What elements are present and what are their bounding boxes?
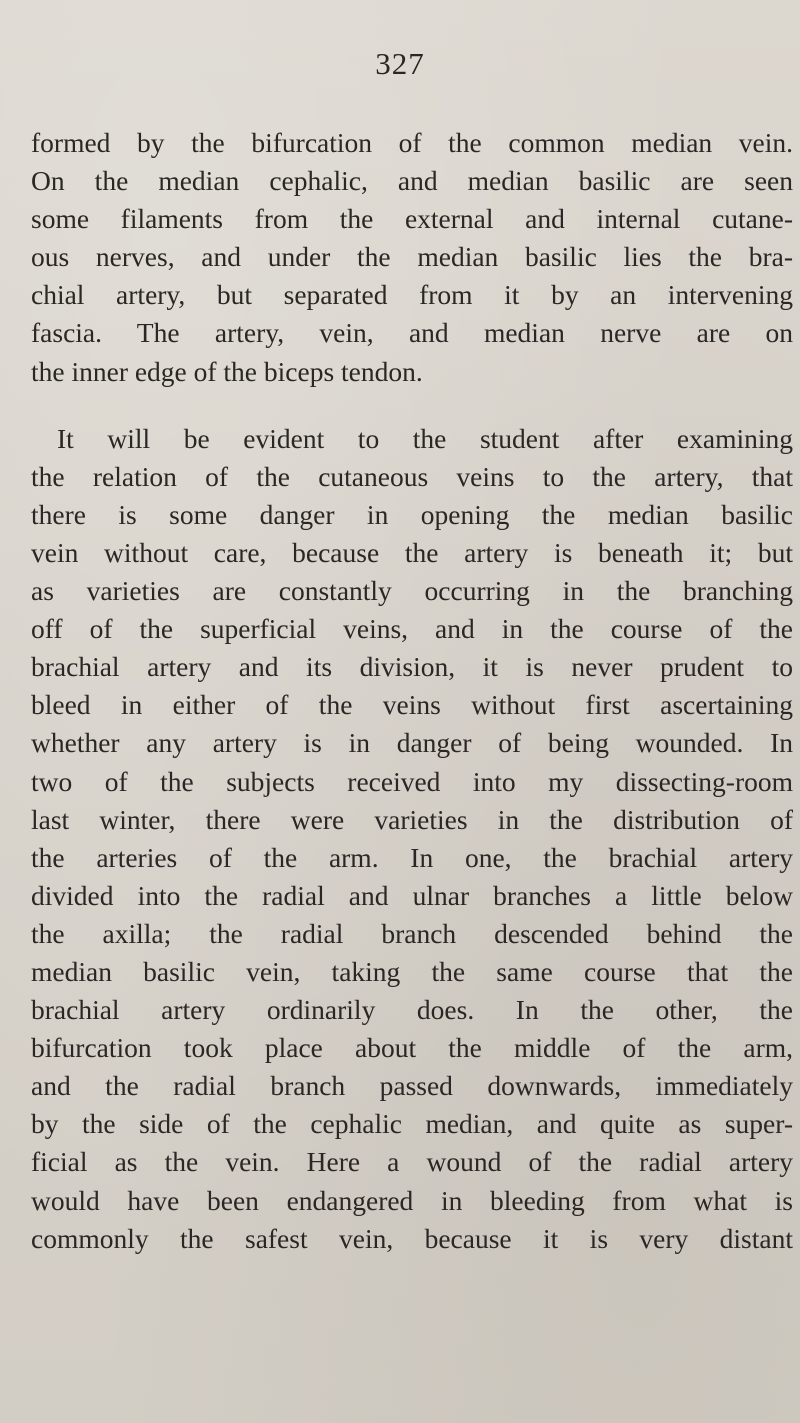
text-line: the inner edge of the biceps tendon. (31, 355, 423, 387)
text-line: whether any artery is in danger of being wounded. In (31, 727, 793, 759)
body-text (31, 124, 793, 1258)
text-line: brachial artery ordinarily does. In the other, the (31, 994, 793, 1026)
text-line: there is some danger in opening the median basilic (31, 498, 793, 530)
page-number: 327 (375, 46, 425, 81)
text-line: would have been endangered in bleeding from what is (31, 1184, 793, 1216)
text-line: ficial as the vein. Here a wound of the radial artery (31, 1146, 793, 1178)
text-line: as varieties are constantly occurring in the branching (31, 575, 793, 607)
text-line: off of the superficial veins, and in the course of the (31, 613, 793, 645)
text-line: divided into the radial and ulnar branches a little below (31, 879, 793, 911)
text-line: fascia. The artery, vein, and median nerve are on (31, 317, 793, 349)
text-line: bifurcation took place about the middle of the arm, (31, 1032, 793, 1064)
text-line: some filaments from the external and internal cutane- (31, 203, 793, 235)
text-line: by the side of the cephalic median, and quite as super- (31, 1108, 793, 1140)
text-line: bleed in either of the veins without first ascertaining (31, 689, 793, 721)
paragraph-2 (31, 420, 793, 1258)
text-line: vein without care, because the artery is beneath it; but (31, 536, 793, 568)
paragraph-gap (31, 391, 793, 420)
paragraph-1 (31, 124, 793, 391)
text-line: the arteries of the arm. In one, the brachial artery (31, 841, 793, 873)
text-line: last winter, there were varieties in the distribution of (31, 803, 793, 835)
text-line: formed by the bifurcation of the common median vein. (31, 127, 793, 158)
text-line: commonly the safest vein, because it is very distant (31, 1222, 793, 1254)
text-line: On the median cephalic, and median basilic are seen (31, 165, 793, 197)
text-line: two of the subjects received into my dissecting-room (31, 765, 793, 797)
text-line: median basilic vein, taking the same course that the (31, 955, 793, 987)
text-line: and the radial branch passed downwards, immediately (31, 1070, 793, 1102)
text-line: the axilla; the radial branch descended behind the (31, 917, 793, 949)
text-line: chial artery, but separated from it by an intervening (31, 279, 793, 311)
text-line: the relation of the cutaneous veins to the artery, that (31, 460, 793, 492)
text-line: brachial artery and its division, it is never prudent to (31, 651, 793, 683)
text-line: ous nerves, and under the median basilic lies the bra- (31, 241, 793, 273)
text-line: It will be evident to the student after examining (57, 422, 793, 454)
